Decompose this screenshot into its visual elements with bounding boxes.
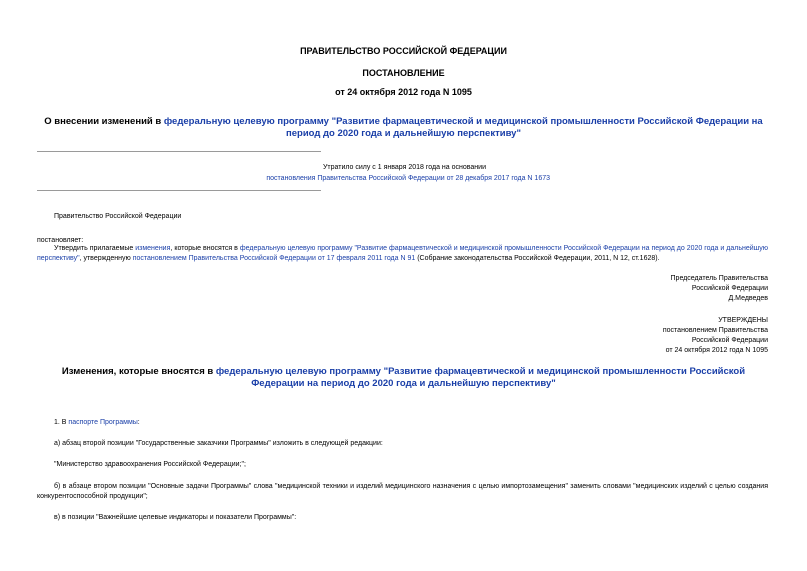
approved-line1: УТВЕРЖДЕНЫ bbox=[718, 317, 768, 324]
status-text: Утратило силу с 1 января 2018 года на основании bbox=[322, 164, 486, 171]
body-paragraph-mid1: , которые вносятся в bbox=[170, 245, 240, 252]
program-link[interactable]: федеральную целевую программу "Развитие фармацевтической и медицинской промышленности Российской Федерации на период до 2020 года и дальнейшую перспективу" bbox=[163, 116, 763, 139]
item-1-prefix: 1. В bbox=[54, 419, 69, 426]
repeal-decree-link[interactable]: постановления Правительства Российской Федерации от 28 декабря 2017 года N 1673 bbox=[266, 175, 550, 182]
document-type: ПОСТАНОВЛЕНИЕ bbox=[362, 68, 445, 78]
body-paragraph-end: (Собрание законодательства Российской Федерации, 2011, N 12, ст.1628). bbox=[415, 255, 660, 262]
signature-line2: Российской Федерации bbox=[691, 285, 768, 292]
changes-title-prefix: Изменения, которые вносятся в bbox=[61, 366, 216, 377]
signature-line1: Председатель Правительства bbox=[670, 275, 768, 282]
changes-link[interactable]: изменения bbox=[135, 245, 171, 252]
divider-bottom bbox=[37, 190, 321, 191]
item-c: в) в позиции "Важнейшие целевые индикаторы и показатели Программы": bbox=[54, 514, 297, 521]
approved-line3: Российской Федерации bbox=[691, 337, 768, 344]
item-a: а) абзац второй позиции "Государственные заказчики Программы" изложить в следующей редакции: bbox=[54, 440, 383, 447]
item-b: б) в абзаце втором позиции "Основные задачи Программы" слова "медицинской техники и изделий медицинского назначения с целью импортозамещения" заменить словами "медицинских изделий с целью создания конкурентоспособной продукции"; bbox=[37, 483, 768, 500]
body-paragraph bbox=[37, 244, 768, 264]
document-title bbox=[36, 116, 771, 140]
divider-top bbox=[37, 151, 321, 152]
body-paragraph-start: Утвердить прилагаемые bbox=[54, 245, 136, 252]
body-decrees: постановляет: bbox=[37, 237, 84, 244]
program-passport-link[interactable]: паспорте Программы bbox=[68, 419, 138, 426]
approved-block bbox=[500, 316, 768, 356]
body-paragraph-mid2: , утвержденную bbox=[79, 255, 133, 262]
program-link-body[interactable]: федеральную целевую программу "Развитие фармацевтической и медицинской промышленности Российской Федерации на период до 2020 года и дальнейшую перспективу" bbox=[37, 245, 769, 262]
signature-block bbox=[500, 274, 768, 304]
changes-title bbox=[36, 366, 771, 390]
item-a-quote: "Министерство здравоохранения Российской Федерации;"; bbox=[54, 461, 246, 468]
approved-line2: постановлением Правительства bbox=[662, 327, 768, 334]
decree-91-link[interactable]: постановлением Правительства Российской Федерации от 17 февраля 2011 года N 91 bbox=[132, 255, 416, 262]
government-heading: ПРАВИТЕЛЬСТВО РОССИЙСКОЙ ФЕДЕРАЦИИ bbox=[300, 46, 507, 56]
document-date-number: от 24 октября 2012 года N 1095 bbox=[335, 87, 472, 97]
item-1-suffix: : bbox=[137, 419, 140, 426]
program-link-changes[interactable]: федеральную целевую программу "Развитие фармацевтической и медицинской промышленности Российской Федерации на период до 2020 года и дальнейшую перспективу" bbox=[215, 366, 746, 389]
signature-line3: Д.Медведев bbox=[728, 295, 768, 302]
item-1 bbox=[54, 418, 140, 428]
document-title-prefix: О внесении изменений в bbox=[44, 116, 164, 127]
approved-line4: от 24 октября 2012 года N 1095 bbox=[665, 347, 768, 354]
body-government: Правительство Российской Федерации bbox=[54, 213, 182, 220]
